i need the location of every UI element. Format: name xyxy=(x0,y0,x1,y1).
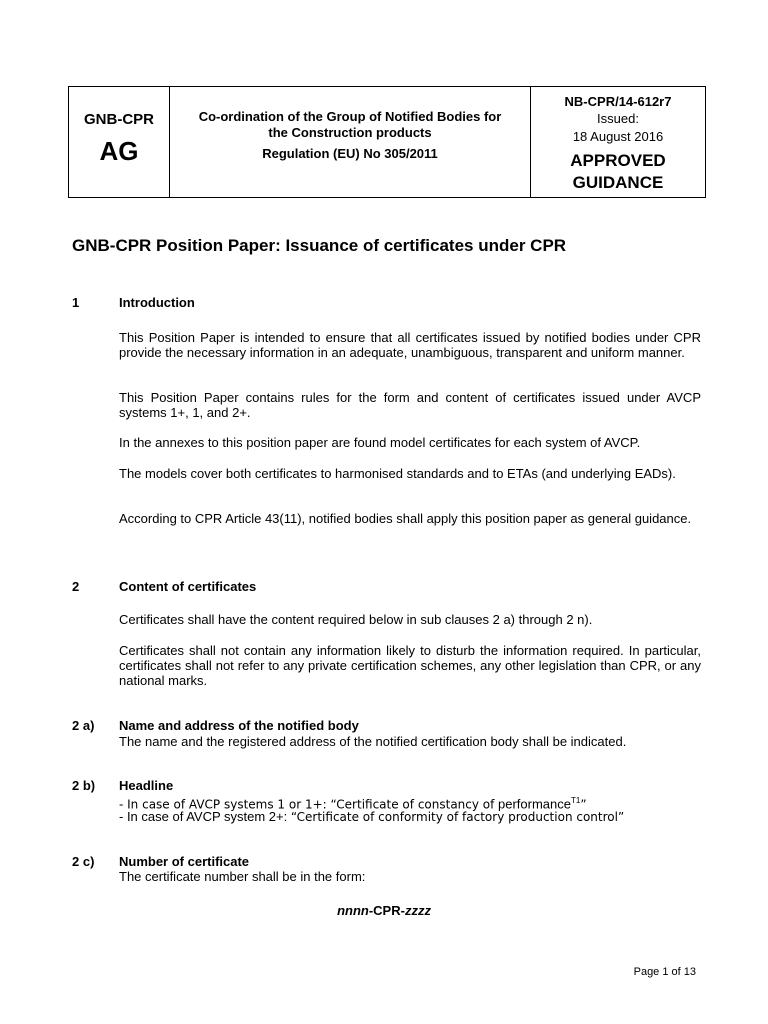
coordination-line-1: Co-ordination of the Group of Notified Bodies for xyxy=(198,108,502,124)
headline-option-2 xyxy=(119,809,624,825)
status-line-1: APPROVED xyxy=(570,151,666,170)
org-cell xyxy=(69,87,170,197)
section-2c-heading: Number of certificate xyxy=(119,854,250,869)
org-name: GNB-CPR xyxy=(84,110,154,128)
headline-option-2-quote: “Certificate of conformity of factory production control” xyxy=(290,810,625,824)
section-2c-text: The certificate number shall be in the form: xyxy=(119,869,366,884)
section-1-number: 1 xyxy=(72,295,80,310)
section-2a-number: 2 a) xyxy=(72,718,95,733)
certificate-number-format xyxy=(0,903,768,918)
org-code: AG xyxy=(99,135,139,166)
section-2-number: 2 xyxy=(72,579,80,594)
section-2b-heading: Headline xyxy=(119,778,174,793)
page-title: GNB-CPR Position Paper: Issuance of certificates under CPR xyxy=(72,236,567,255)
section-1-heading: Introduction xyxy=(119,295,195,310)
section-2a-text: The name and the registered address of the notified certification body shall be indicated. xyxy=(119,734,627,749)
format-prefix: nnnn xyxy=(337,903,369,918)
section-2-heading: Content of certificates xyxy=(119,579,257,594)
format-suffix: zzzz xyxy=(404,903,431,918)
section-1-paragraph-3: In the annexes to this position paper are found model certificates for each system of AVCP. xyxy=(119,435,641,450)
section-1-paragraph-5: According to CPR Article 43(11), notified bodies shall apply this position paper as general guidance. xyxy=(119,511,692,526)
document-reference: NB-CPR/14-612r7 xyxy=(564,94,672,109)
format-middle: -CPR- xyxy=(368,903,405,918)
section-1-paragraph-4: The models cover both certificates to harmonised standards and to ETAs (and underlying EADs). xyxy=(119,466,676,481)
headline-option-1-prefix: - In case of AVCP systems 1 or 1+: “Certificate of constancy of xyxy=(119,797,495,812)
section-2c-number: 2 c) xyxy=(72,854,95,869)
section-1-paragraph-1: This Position Paper is intended to ensure that all certificates issued by notified bodies under CPR provide the necessary information in an adequate, unambiguous, transparent and uniform manner. xyxy=(119,330,701,360)
section-1-paragraph-2: This Position Paper contains rules for the form and content of certificates issued under AVCP systems 1+, 1, and 2+. xyxy=(119,390,701,420)
footnote-marker: T1 xyxy=(570,796,581,805)
coordination-cell xyxy=(170,87,531,197)
status-line-2: GUIDANCE xyxy=(572,173,664,192)
headline-option-1-word: performance xyxy=(497,796,571,812)
section-2b-number: 2 b) xyxy=(72,778,96,793)
headline-option-1-end: ” xyxy=(580,797,587,812)
document-info-cell xyxy=(531,87,705,197)
document-header xyxy=(68,86,706,198)
headline-option-2-prefix: - In case of AVCP system 2+: xyxy=(119,809,288,824)
page-number: Page 1 of 13 xyxy=(633,966,696,978)
section-2a-heading: Name and address of the notified body xyxy=(119,718,359,733)
issued-date: 18 August 2016 xyxy=(572,129,664,144)
section-2-paragraph-2: Certificates shall not contain any information likely to disturb the information required. In particular, certificates shall not refer to any private certification schemes, any other legislation than CPR, or any national marks. xyxy=(119,643,701,688)
section-2-paragraph-1: Certificates shall have the content required below in sub clauses 2 a) through 2 n). xyxy=(119,612,593,627)
coordination-line-2: the Construction products xyxy=(268,124,432,140)
regulation-label: Regulation (EU) No 305/2011 xyxy=(262,145,438,161)
issued-label: Issued: xyxy=(597,111,639,126)
